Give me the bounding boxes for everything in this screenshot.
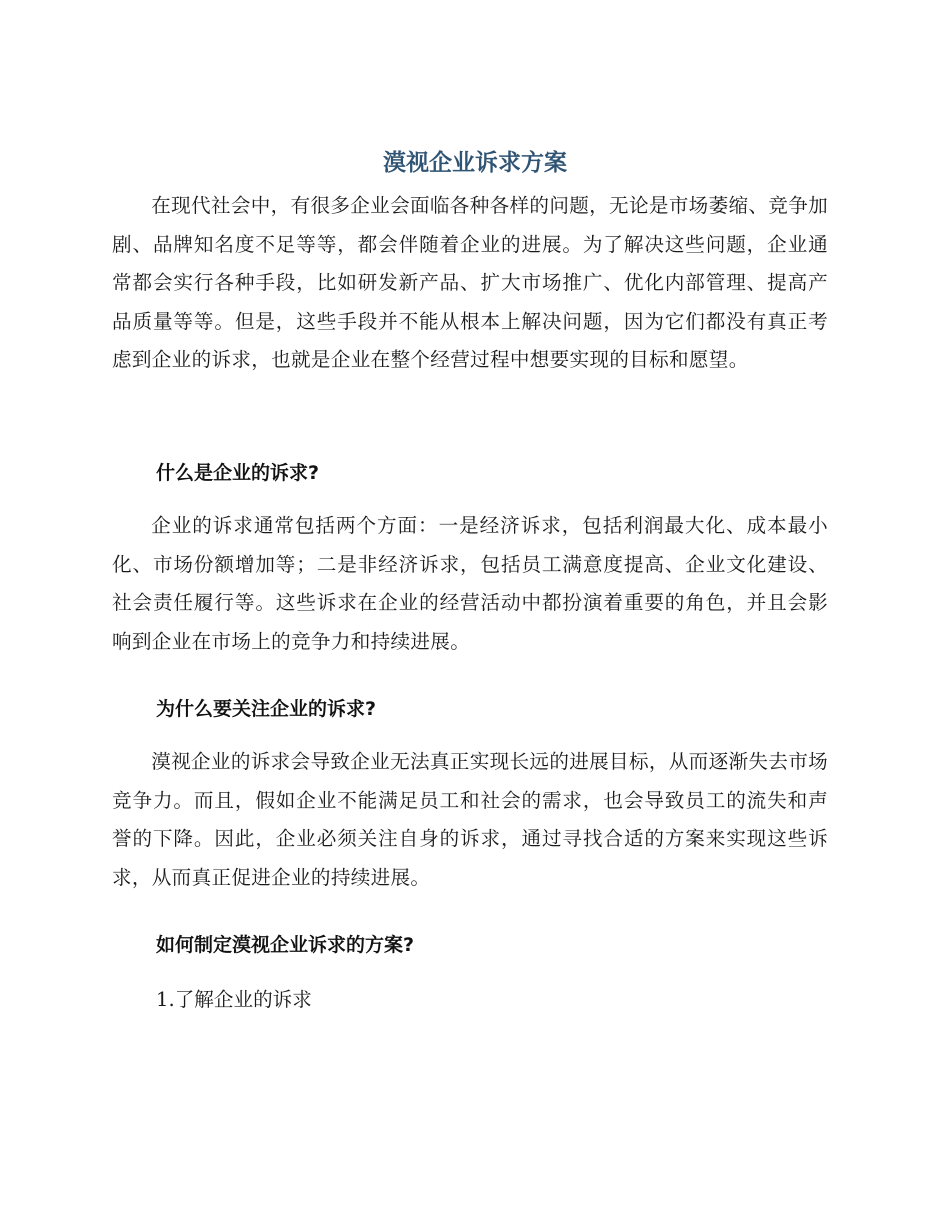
section-heading-what-is: 什么是企业的诉求? — [156, 462, 320, 484]
section-paragraph-why: 漠视企业的诉求会导致企业无法真正实现长远的进展目标，从而逐渐失去市场竞争力。而且，假如企业不能满足员工和社会的需求，也会导致员工的流失和声誉的下降。因此，企业必须关注自身的诉求，通过寻找合适的方案来实现这些诉求，从而真正促进企业的持续进展。 — [112, 750, 828, 889]
document-title: 漠视企业诉求方案 — [383, 150, 567, 176]
section-heading-how: 如何制定漠视企业诉求的方案? — [156, 934, 415, 956]
section-heading-why: 为什么要关注企业的诉求? — [156, 698, 377, 720]
list-item: 1.了解企业的诉求 — [156, 988, 312, 1011]
intro-paragraph: 在现代社会中，有很多企业会面临各种各样的问题，无论是市场萎缩、竞争加剧、品牌知名度不足等等，都会伴随着企业的进展。为了解决这些问题，企业通常都会实行各种手段，比如研发新产品、扩大市场推广、优化内部管理、提高产品质量等等。但是，这些手段并不能从根本上解决问题，因为它们都没有真正考虑到企业的诉求，也就是企业在整个经营过程中想要实现的目标和愿望。 — [112, 194, 828, 371]
section-paragraph-what-is: 企业的诉求通常包括两个方面：一是经济诉求，包括利润最大化、成本最小化、市场份额增加等；二是非经济诉求，包括员工满意度提高、企业文化建设、社会责任履行等。这些诉求在企业的经营活动中都扮演着重要的角色，并且会影响到企业在市场上的竞争力和持续进展。 — [112, 514, 828, 653]
